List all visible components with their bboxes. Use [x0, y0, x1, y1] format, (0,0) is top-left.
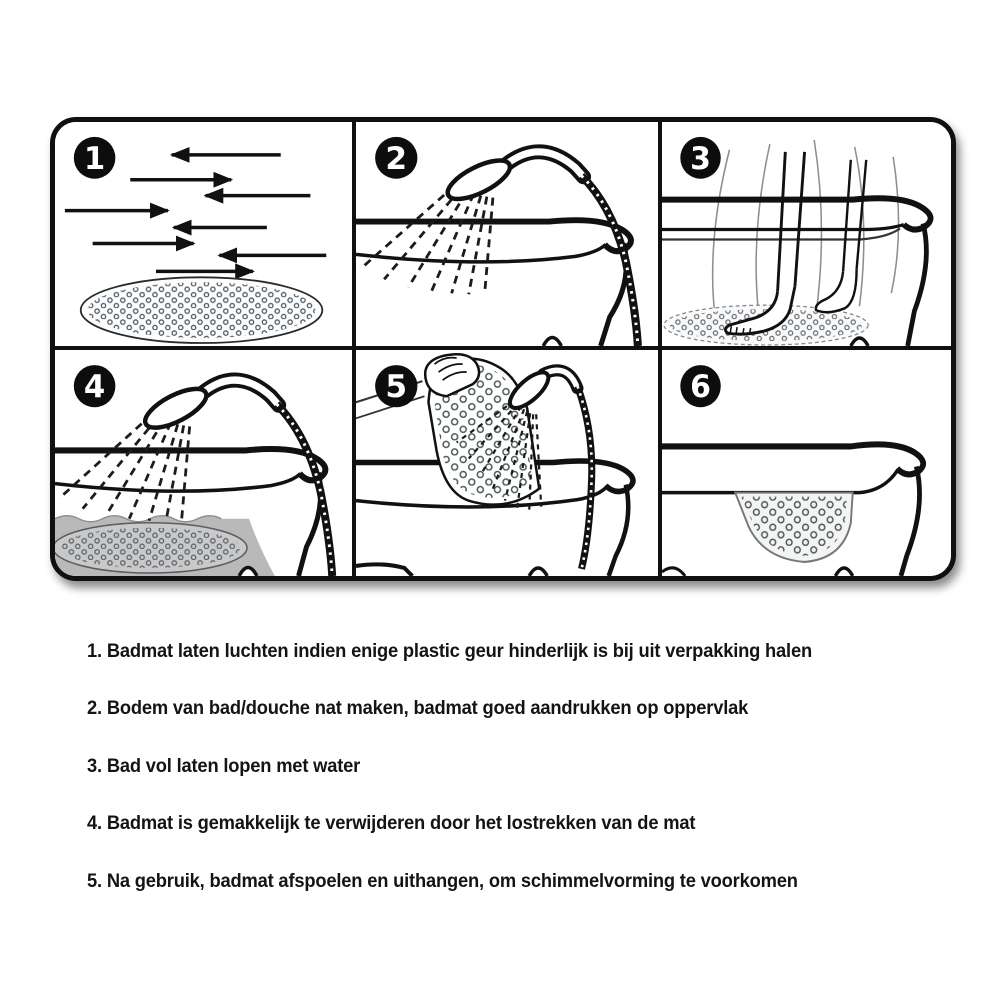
step-number: 1: [83, 140, 106, 177]
instruction-list: [87, 641, 967, 928]
step-badge: [74, 365, 116, 407]
shower-wetting-tub-floor-illustration: [356, 122, 658, 346]
shower-head-icon: [504, 367, 577, 414]
step-badge: [680, 365, 720, 407]
mat-airing-arrows-illustration: [55, 122, 352, 346]
instruction-figure: [50, 117, 956, 581]
instruction-step-3: 3. Bad vol laten lopen met water: [87, 754, 361, 777]
shower-hose-icon: [577, 386, 591, 569]
shower-filling-tub-with-water-illustration: [55, 350, 352, 576]
hand-rinsing-mat-with-shower-illustration: [356, 350, 658, 576]
hanging-mat-icon: [735, 493, 853, 562]
panel-6: [662, 350, 951, 576]
step-badge: [74, 137, 116, 179]
step-number: 4: [83, 369, 106, 406]
instruction-step-2: 2. Bodem van bad/douche nat maken, badmat goed aandrukken op oppervlak: [87, 697, 749, 720]
spray-water-icon: [59, 414, 190, 521]
spray-water-icon: [360, 186, 493, 295]
step-number: 6: [690, 369, 711, 406]
step-number: 5: [385, 369, 408, 406]
step-number: 3: [690, 141, 711, 177]
instruction-step-1: 1. Badmat laten luchten indien enige plastic geur hinderlijk is bij uit verpakking halen: [87, 640, 812, 662]
instruction-step-5: 5. Na gebruik, badmat afspoelen en uithangen, om schimmelvorming te voorkomen: [87, 869, 798, 892]
step-badge: [375, 365, 417, 407]
step-number: 2: [385, 140, 408, 177]
bathtub-icon: [356, 220, 631, 346]
mat-hanging-over-tub-edge-illustration: [662, 350, 951, 576]
bath-mat-icon: [81, 277, 323, 343]
panel-3: [662, 122, 951, 350]
step-badge: [680, 137, 720, 179]
bathtub-icon: [55, 449, 325, 491]
panel-1: [55, 122, 356, 350]
shower-head-icon: [442, 152, 583, 207]
feet-standing-on-mat-in-tub-illustration: [662, 122, 951, 346]
instruction-step-4: 4. Badmat is gemakkelijk te verwijderen door het lostrekken van de mat: [87, 812, 696, 835]
panel-5: [356, 350, 662, 576]
panel-4: [55, 350, 356, 576]
step-badge: [375, 137, 417, 179]
panel-2: [356, 122, 662, 350]
submerged-mat-icon: [55, 523, 247, 573]
shower-head-icon: [140, 380, 279, 435]
